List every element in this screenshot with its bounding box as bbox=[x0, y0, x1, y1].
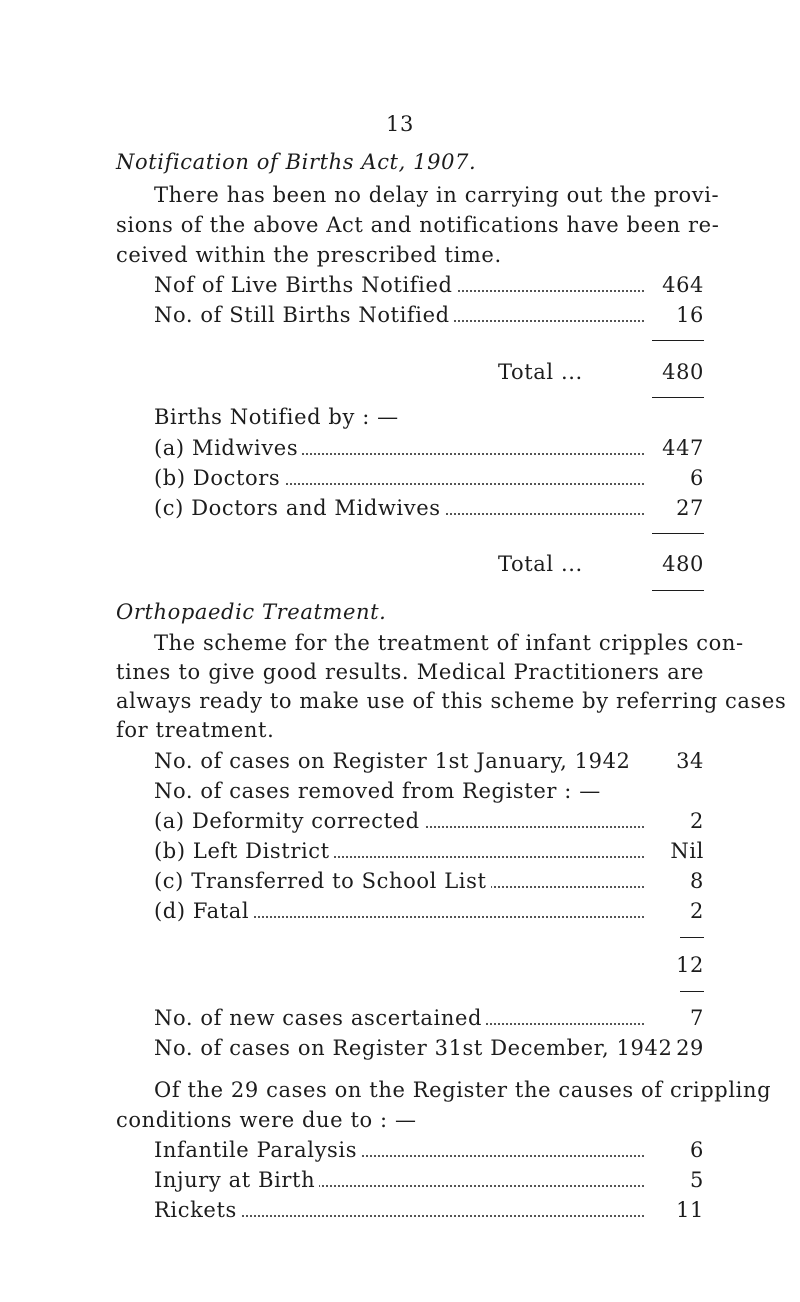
page-number: 13 bbox=[386, 112, 414, 136]
register-end-label: No. of cases on Register 31st December, 1942 bbox=[154, 1036, 673, 1060]
transferred-row: (c) Transferred to School List bbox=[154, 869, 644, 893]
register-start-value: 34 bbox=[676, 749, 704, 773]
midwives-value: 447 bbox=[662, 436, 704, 460]
left-district-value: Nil bbox=[670, 839, 704, 863]
doctors-value: 6 bbox=[690, 466, 704, 490]
register-start-label: No. of cases on Register 1st January, 1942 bbox=[154, 749, 631, 773]
fatal-row: (d) Fatal bbox=[154, 899, 644, 923]
sum-rule bbox=[680, 991, 704, 992]
doctors-row: (b) Doctors bbox=[154, 466, 644, 490]
causes-paragraph-line: conditions were due to : — bbox=[116, 1108, 417, 1132]
total-value: 480 bbox=[662, 552, 704, 576]
sum-rule bbox=[652, 590, 704, 591]
still-births-row: No. of Still Births Notified bbox=[154, 303, 644, 327]
doctors-midwives-row: (c) Doctors and Midwives bbox=[154, 496, 644, 520]
register-end-value: 29 bbox=[676, 1036, 704, 1060]
deformity-corrected-value: 2 bbox=[690, 809, 704, 833]
live-births-value: 464 bbox=[662, 273, 704, 297]
total-value: 480 bbox=[662, 360, 704, 384]
new-cases-value: 7 bbox=[690, 1006, 704, 1030]
doctors-midwives-value: 27 bbox=[676, 496, 704, 520]
paragraph-line: always ready to make use of this scheme by referring cases bbox=[116, 689, 787, 713]
sum-rule bbox=[652, 340, 704, 341]
total-label: Total ... bbox=[498, 552, 583, 576]
section-heading-orthopaedic: Orthopaedic Treatment. bbox=[116, 600, 387, 624]
births-notified-by-heading: Births Notified by : — bbox=[154, 405, 399, 429]
infantile-paralysis-value: 6 bbox=[690, 1138, 704, 1162]
paragraph-line: tines to give good results. Medical Practitioners are bbox=[116, 660, 704, 684]
causes-paragraph-line: Of the 29 cases on the Register the causes of crippling bbox=[154, 1078, 772, 1102]
infantile-paralysis-row: Infantile Paralysis bbox=[154, 1138, 644, 1162]
left-district-row: (b) Left District bbox=[154, 839, 644, 863]
paragraph-line: for treatment. bbox=[116, 718, 275, 742]
paragraph-line: sions of the above Act and notifications have been re- bbox=[116, 213, 720, 237]
paragraph-line: The scheme for the treatment of infant cripples con- bbox=[154, 631, 744, 655]
sum-rule bbox=[652, 397, 704, 398]
injury-at-birth-value: 5 bbox=[690, 1168, 704, 1192]
removed-heading: No. of cases removed from Register : — bbox=[154, 779, 601, 803]
new-cases-row: No. of new cases ascertained bbox=[154, 1006, 644, 1030]
section-heading-births-act: Notification of Births Act, 1907. bbox=[116, 150, 477, 174]
transferred-value: 8 bbox=[690, 869, 704, 893]
sum-rule bbox=[680, 937, 704, 938]
paragraph-line: There has been no delay in carrying out the provi- bbox=[154, 183, 720, 207]
still-births-value: 16 bbox=[676, 303, 704, 327]
midwives-row: (a) Midwives bbox=[154, 436, 644, 460]
live-births-row: Nof of Live Births Notified bbox=[154, 273, 644, 297]
rickets-row: Rickets bbox=[154, 1198, 644, 1222]
sum-rule bbox=[652, 533, 704, 534]
fatal-value: 2 bbox=[690, 899, 704, 923]
deformity-corrected-row: (a) Deformity corrected bbox=[154, 809, 644, 833]
removed-total-value: 12 bbox=[676, 953, 704, 977]
total-label: Total ... bbox=[498, 360, 583, 384]
rickets-value: 11 bbox=[676, 1198, 704, 1222]
paragraph-line: ceived within the prescribed time. bbox=[116, 243, 502, 267]
injury-at-birth-row: Injury at Birth bbox=[154, 1168, 644, 1192]
